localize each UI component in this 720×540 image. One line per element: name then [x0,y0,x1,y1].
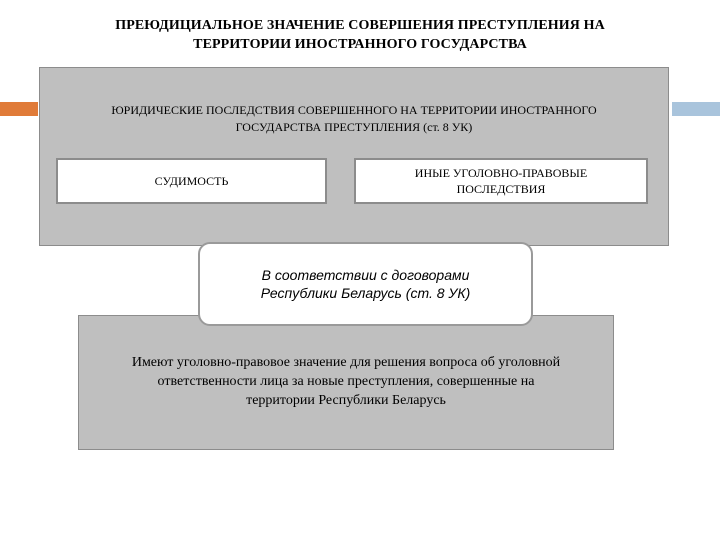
other-consequences-line-2: ПОСЛЕДСТВИЯ [456,182,546,196]
criminal-significance-box [78,315,614,450]
significance-line-1: Имеют уголовно-правовое значение для решения вопроса об уголовной [131,355,561,370]
treaties-callout [198,242,533,326]
accent-bar-left [0,102,38,116]
treaties-line-2: Республики Беларусь (ст. 8 УК) [260,285,471,301]
title-line-2: ТЕРРИТОРИИ ИНОСТРАННОГО ГОСУДАРСТВА [193,37,527,52]
significance-line-3: территории Республики Беларусь [246,393,446,408]
criminal-significance-text [79,353,613,410]
treaties-line-1: В соответствии с договорами [261,267,470,283]
accent-bar-right [672,102,720,116]
page-title [40,16,680,54]
other-consequences-box [354,158,648,204]
title-line-1: ПРЕЮДИЦИАЛЬНОЕ ЗНАЧЕНИЕ СОВЕРШЕНИЯ ПРЕСТУПЛЕНИЯ НА [115,18,605,33]
criminal-record-label: СУДИМОСТЬ [154,174,229,188]
legal-consequences-box [39,67,669,246]
significance-line-2: ответственности лица за новые преступления, совершенные на [157,374,535,389]
heading-line-2: ГОСУДАРСТВА ПРЕСТУПЛЕНИЯ (ст. 8 УК) [235,120,473,134]
other-consequences-line-1: ИНЫЕ УГОЛОВНО-ПРАВОВЫЕ [414,166,588,180]
heading-line-1: ЮРИДИЧЕСКИЕ ПОСЛЕДСТВИЯ СОВЕРШЕННОГО НА ТЕРРИТОРИИ ИНОСТРАННОГО [111,103,597,117]
legal-consequences-heading [40,102,668,136]
criminal-record-box [56,158,327,204]
